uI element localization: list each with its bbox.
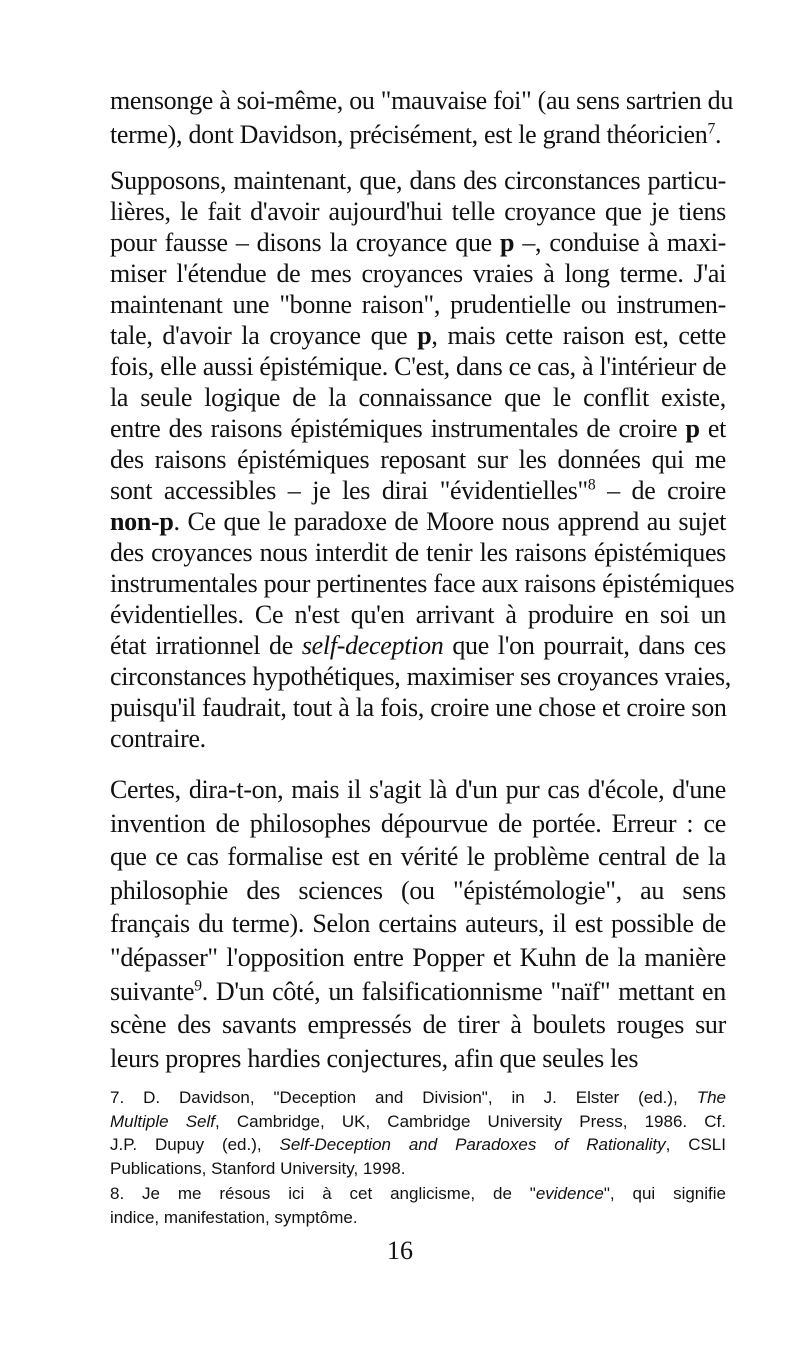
text-segment: scène des savants empressés de tirer à boulets rouges sur	[110, 1010, 726, 1040]
text-segment: leurs propres hardies conjectures, afin que seules les	[110, 1043, 639, 1073]
text-segment: suivante	[110, 976, 195, 1006]
text-line	[110, 941, 726, 975]
text-line	[110, 723, 726, 754]
text-segment: indice, manifestation, symptôme.	[110, 1207, 358, 1227]
text-segment: Certes, dira-t-on, mais il s'agit là d'un pur cas d'école, d'une	[110, 775, 726, 804]
footnote-reference: 8	[587, 476, 596, 494]
text-segment: évidentielles. Ce n'est qu'en arrivant à produire en soi un	[110, 600, 726, 629]
paragraph-1	[110, 84, 734, 151]
text-line	[110, 382, 726, 413]
text-segment: . Ce que le paradoxe de Moore nous apprend au sujet	[173, 507, 726, 536]
bold-text: p	[417, 321, 432, 350]
text-line	[110, 196, 726, 227]
text-line	[110, 773, 726, 807]
text-line	[110, 692, 726, 723]
text-segment: des croyances nous interdit de tenir les raisons épistémiques	[110, 538, 726, 567]
text-segment: , Cambridge, UK, Cambridge University Press, 1986. Cf.	[215, 1111, 726, 1131]
text-line	[110, 475, 726, 506]
bold-text: non-p	[110, 507, 174, 536]
text-segment: –, conduise à maxi-	[514, 228, 726, 257]
text-segment: français du terme). Selon certains auteurs, il est possible de	[110, 909, 726, 939]
text-segment: mensonge à soi-même, ou "mauvaise foi" (au sens sartrien du	[110, 86, 734, 115]
page-number: 16	[387, 1236, 413, 1265]
text-segment: J.P. Dupuy (ed.),	[110, 1135, 280, 1155]
text-line	[110, 1008, 726, 1042]
text-line	[110, 227, 726, 258]
text-segment: des raisons épistémiques reposant sur les données qui me	[110, 445, 726, 474]
text-segment: pour fausse – disons la croyance que	[110, 228, 501, 257]
italic-text: The	[696, 1088, 726, 1107]
text-line	[110, 840, 726, 874]
italic-text: self-deception	[301, 631, 444, 660]
text-segment: que ce cas formalise est en vérité le problème central de la	[110, 842, 726, 872]
text-segment: fois, elle aussi épistémique. C'est, dans ce cas, à l'intérieur de	[110, 352, 727, 381]
text-segment: 7. D. Davidson, "Deception and Division", in J. Elster (ed.),	[110, 1088, 697, 1107]
text-line	[110, 568, 735, 599]
text-segment: la seule logique de la connaissance que le conflit existe,	[110, 383, 726, 412]
text-segment: entre des raisons épistémiques instrumentales de croire	[110, 414, 686, 443]
text-segment: "dépasser" l'opposition entre Popper et Kuhn de la manière	[110, 942, 726, 972]
text-segment: ", qui signifie	[603, 1184, 726, 1203]
text-line	[110, 320, 726, 351]
text-line	[110, 1182, 726, 1206]
text-line	[110, 874, 726, 908]
text-segment: miser l'étendue de mes croyances vraies à long terme. J'ai	[110, 259, 726, 288]
text-segment: état irrationnel de	[110, 631, 302, 660]
text-line	[110, 84, 734, 118]
text-segment: philosophie des sciences (ou "épistémologie", au sens	[110, 875, 726, 905]
text-segment: 8. Je me résous ici à cet anglicisme, de "	[110, 1184, 536, 1203]
text-segment: et	[699, 414, 726, 443]
text-segment: circonstances hypothétiques, maximiser ses croyances vraies,	[110, 662, 731, 691]
text-line	[110, 907, 726, 941]
text-segment: – de croire	[595, 476, 726, 505]
text-line	[110, 599, 726, 630]
text-line	[110, 975, 726, 1009]
footnote-reference: 7	[707, 120, 715, 138]
text-segment: Publications, Stanford University, 1998.	[110, 1158, 406, 1178]
text-segment: contraire.	[110, 724, 206, 753]
text-line	[110, 413, 726, 444]
footnote-reference: 9	[194, 977, 202, 995]
text-line	[110, 506, 726, 537]
text-line	[110, 1133, 726, 1157]
text-line	[110, 351, 726, 382]
text-segment: Supposons, maintenant, que, dans des circonstances particu-	[110, 166, 726, 195]
text-line	[110, 1157, 726, 1181]
paragraph-2	[110, 165, 735, 754]
footnote-8	[110, 1182, 726, 1229]
text-line	[110, 807, 726, 841]
text-segment: , mais cette raison est, cette	[431, 321, 726, 350]
text-line	[110, 1042, 726, 1076]
text-segment: puisqu'il faudrait, tout à la fois, croire une chose et croire son	[110, 693, 727, 722]
text-line	[110, 165, 726, 196]
text-segment: tale, d'avoir la croyance que	[110, 321, 418, 350]
footnote-7	[110, 1086, 726, 1180]
italic-text: evidence	[535, 1184, 604, 1203]
text-segment: maintenant une "bonne raison", prudentielle ou instrumen-	[110, 290, 726, 319]
paragraph-3	[110, 773, 726, 1075]
text-segment: que l'on pourrait, dans ces	[443, 631, 726, 660]
text-segment: terme), dont Davidson, précisément, est le grand théoricien	[110, 119, 708, 149]
text-segment: lières, le fait d'avoir aujourd'hui telle croyance que je tiens	[110, 197, 726, 226]
text-line	[110, 537, 726, 568]
bold-text: p	[500, 228, 515, 257]
text-segment: . D'un côté, un falsificationnisme "naïf" mettant en	[201, 976, 726, 1006]
text-line	[110, 1110, 726, 1134]
text-segment: invention de philosophes dépourvue de portée. Erreur : ce	[110, 808, 726, 838]
text-line	[110, 1206, 726, 1230]
text-segment: instrumentales pour pertinentes face aux raisons épistémiques	[110, 569, 735, 598]
text-segment: .	[714, 119, 722, 149]
italic-text: Self-Deception and Paradoxes of Rationality	[279, 1135, 666, 1155]
text-line	[110, 1086, 726, 1110]
text-line	[110, 661, 731, 692]
text-line	[110, 444, 726, 475]
text-segment: sont accessibles – je les dirai "évidentielles"	[110, 476, 588, 505]
text-segment: , CSLI	[665, 1135, 726, 1155]
text-line	[110, 118, 726, 152]
bold-text: p	[685, 414, 700, 443]
italic-text: Multiple Self	[110, 1111, 215, 1131]
text-line	[110, 289, 726, 320]
text-line	[110, 258, 726, 289]
text-line	[110, 630, 726, 661]
